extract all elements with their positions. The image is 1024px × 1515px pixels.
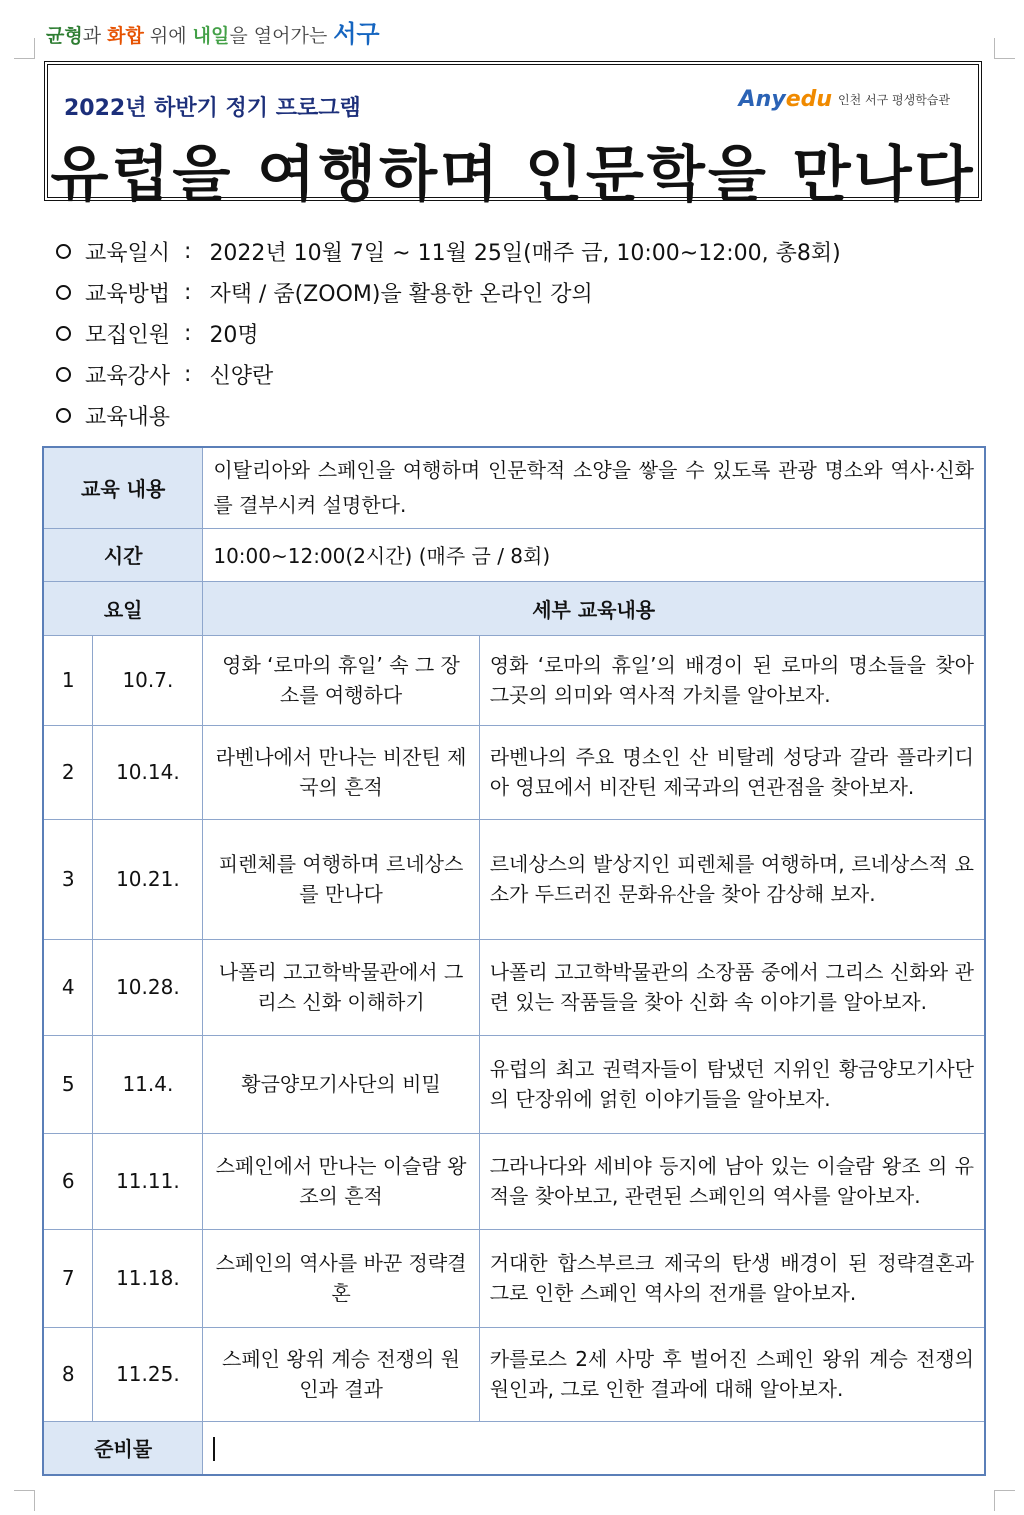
table-header-row [43, 581, 985, 635]
logo-brand-a: Any [738, 87, 786, 112]
content-description: 이탈리아와 스페인을 여행하며 인문학적 소양을 쌓을 수 있도록 관광 명소와 역사·신화를 결부시켜 설명한다. [203, 447, 985, 528]
session-topic: 나폴리 고고학박물관에서 그리스 신화 이해하기 [203, 939, 479, 1035]
session-detail: 라벤나의 주요 명소인 산 비탈레 성당과 갈라 플라키디아 영묘에서 비잔틴 제국과의 연관점을 찾아보자. [479, 725, 985, 819]
info-value: 2022년 10월 7일 ~ 11월 25일(매주 금, 10:00~12:00, 총8회) [209, 241, 841, 266]
table-row [43, 1229, 985, 1327]
info-item-instructor [56, 359, 273, 390]
table-row [43, 819, 985, 939]
info-item-capacity [56, 318, 259, 349]
circle-bullet-icon [56, 408, 71, 423]
session-topic: 스페인에서 만나는 이슬람 왕조의 흔적 [203, 1133, 479, 1229]
session-topic: 황금양모기사단의 비밀 [203, 1035, 479, 1133]
slogan-part: 균형 [46, 25, 83, 47]
info-colon: : [184, 362, 192, 387]
anyedu-logo [739, 87, 950, 112]
session-date: 10.14. [93, 725, 203, 819]
slogan-part: 내일 [192, 25, 230, 47]
session-detail: 거대한 합스부르크 제국의 탄생 배경이 된 정략결혼과 그로 인한 스페인 역사의 전개를 알아보자. [479, 1229, 985, 1327]
session-date: 10.21. [93, 819, 203, 939]
table-row [43, 939, 985, 1035]
day-header: 요일 [43, 581, 203, 635]
content-label: 교육 내용 [43, 447, 203, 528]
session-number: 8 [43, 1327, 93, 1421]
logo-org: 인천 서구 평생학습관 [838, 93, 950, 107]
crop-mark-top-right [994, 38, 1015, 59]
page-title: 유럽을 여행하며 인문학을 만나다 [50, 140, 976, 210]
table-row [43, 1327, 985, 1421]
table-row-time [43, 528, 985, 581]
table-row [43, 1035, 985, 1133]
slogan-part: 과 [82, 25, 108, 47]
session-date: 10.7. [93, 635, 203, 725]
table-row [43, 725, 985, 819]
info-item-method [56, 277, 593, 308]
session-number: 1 [43, 635, 93, 725]
table-row [43, 635, 985, 725]
session-detail: 영화 ‘로마의 휴일’의 배경이 된 로마의 명소들을 찾아 그곳의 의미와 역사적 가치를 알아보자. [479, 635, 985, 725]
slogan-part: 화합 [107, 25, 144, 47]
circle-bullet-icon [56, 285, 71, 300]
session-topic: 피렌체를 여행하며 르네상스를 만나다 [203, 819, 479, 939]
text-cursor [213, 1437, 215, 1461]
info-label: 교육방법 [85, 282, 171, 307]
info-label: 교육강사 [85, 364, 171, 389]
logo-brand-b: edu [785, 87, 833, 112]
info-value: 신양란 [209, 364, 274, 389]
session-number: 5 [43, 1035, 93, 1133]
session-detail: 나폴리 고고학박물관의 소장품 중에서 그리스 신화와 관련 있는 작품들을 찾아 신화 속 이야기를 알아보자. [479, 939, 985, 1035]
slogan-part: 서구 [333, 20, 380, 48]
session-detail: 카를로스 2세 사망 후 벌어진 스페인 왕위 계승 전쟁의 원인과, 그로 인한 결과에 대해 알아보자. [479, 1327, 985, 1421]
info-colon: : [184, 239, 192, 264]
table-row [43, 1133, 985, 1229]
session-date: 11.4. [93, 1035, 203, 1133]
info-item-content [56, 400, 170, 431]
info-colon: : [184, 321, 192, 346]
circle-bullet-icon [56, 326, 71, 341]
session-topic: 라벤나에서 만나는 비잔틴 제국의 흔적 [203, 725, 479, 819]
time-label: 시간 [43, 528, 203, 581]
info-value: 20명 [209, 323, 259, 348]
table-row-materials [43, 1421, 985, 1475]
schedule-table [42, 446, 986, 1476]
circle-bullet-icon [56, 244, 71, 259]
slogan-part: 을 열어가는 [229, 25, 334, 47]
logo-brand [739, 87, 832, 112]
info-label: 모집인원 [85, 323, 171, 348]
info-label: 교육내용 [85, 405, 171, 430]
district-slogan [46, 14, 380, 49]
session-date: 11.11. [93, 1133, 203, 1229]
crop-mark-top-left [14, 38, 35, 59]
session-date: 11.25. [93, 1327, 203, 1421]
session-date: 11.18. [93, 1229, 203, 1327]
title-box [44, 61, 982, 210]
detail-header: 세부 교육내용 [203, 581, 985, 635]
session-detail: 그라나다와 세비야 등지에 남아 있는 이슬람 왕조 의 유적을 찾아보고, 관련된 스페인의 역사를 알아보자. [479, 1133, 985, 1229]
session-number: 2 [43, 725, 93, 819]
info-colon: : [184, 280, 192, 305]
session-topic: 스페인 왕위 계승 전쟁의 원인과 결과 [203, 1327, 479, 1421]
info-value: 자택 / 줌(ZOOM)을 활용한 온라인 강의 [209, 282, 593, 307]
session-number: 6 [43, 1133, 93, 1229]
info-label: 교육일시 [85, 241, 171, 266]
session-number: 4 [43, 939, 93, 1035]
time-value: 10:00~12:00(2시간) (매주 금 / 8회) [203, 528, 985, 581]
crop-mark-bottom-right [994, 1490, 1015, 1511]
session-number: 7 [43, 1229, 93, 1327]
session-detail: 르네상스의 발상지인 피렌체를 여행하며, 르네상스적 요소가 두드러진 문화유산을 찾아 감상해 보자. [479, 819, 985, 939]
circle-bullet-icon [56, 367, 71, 382]
program-subtitle: 2022년 하반기 정기 프로그램 [64, 96, 361, 121]
crop-mark-bottom-left [14, 1490, 35, 1511]
session-detail: 유럽의 최고 권력자들이 탐냈던 지위인 황금양모기사단의 단장위에 얽힌 이야기들을 알아보자. [479, 1035, 985, 1133]
table-row-content [43, 447, 985, 528]
session-topic: 스페인의 역사를 바꾼 정략결혼 [203, 1229, 479, 1327]
session-topic: 영화 ‘로마의 휴일’ 속 그 장소를 여행하다 [203, 635, 479, 725]
session-number: 3 [43, 819, 93, 939]
slogan-part: 위에 [143, 25, 193, 47]
session-date: 10.28. [93, 939, 203, 1035]
materials-input[interactable] [203, 1421, 985, 1475]
materials-label: 준비물 [43, 1421, 203, 1475]
info-item-schedule [56, 236, 841, 267]
